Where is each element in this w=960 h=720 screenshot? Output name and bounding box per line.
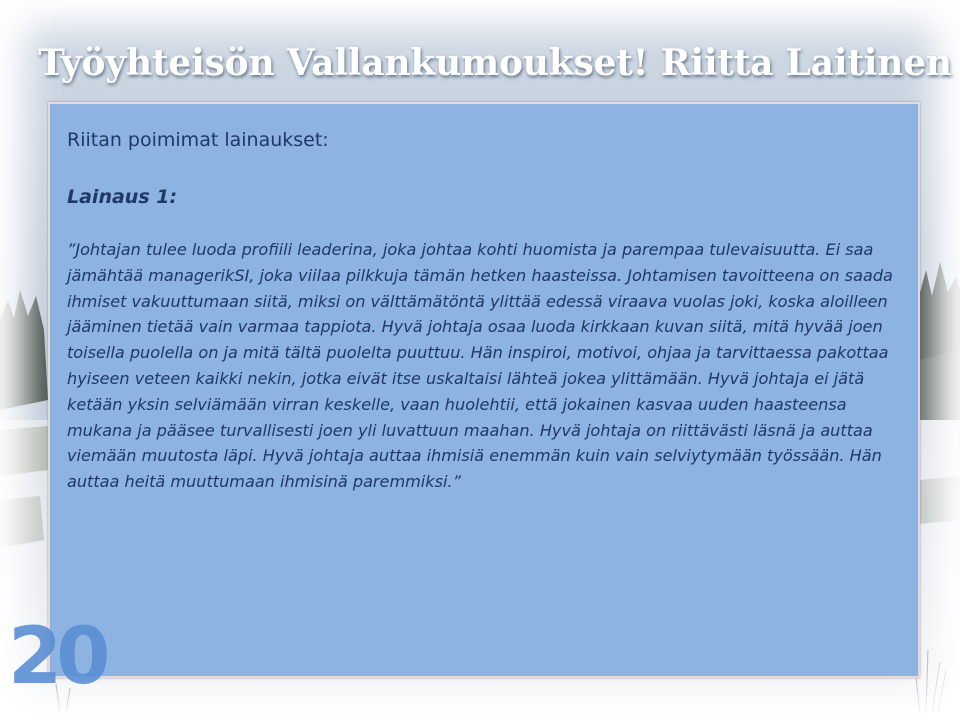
slide-title: Työyhteisön Vallankumoukset! Riitta Laitinen (38, 42, 952, 84)
page-number: 20 (8, 612, 105, 702)
quote-text: ”Johtajan tulee luoda profiili leaderina, joka johtaa kohti huomista ja parempaa tulevaisuutta. Ei saa jämähtää managerikSI, joka viilaa pilkkuja tämän hetken haasteissa. Johtamisen tavoitteena on saada ihmiset vakuuttumaan siitä, miksi on välttämätöntä ylittää edessä viraava vuolas joki, koska aloilleen jääminen tietää vain varmaa tappiota. Hyvä johtaja osaa luoda kirkkaan kuvan siitä, mitä hyvää joen toisella puolella on ja mitä tältä puolelta puuttuu. Hän inspiroi, motivoi, ohjaa ja tarvittaessa pakottaa hyiseen veteen kaikki nekin, jotka eivät itse uskaltaisi lähteä jokea ylittämään. Hyvä johtaja ei jätä ketään yksin selviämään virran keskelle, vaan huolehtii, että jokainen kasvaa uuden haasteensa mukana ja pääsee turvallisesti joen yli luvattuun maahan. Hyvä johtaja on riittävästi läsnä ja auttaa viemään muutosta läpi. Hyvä johtaja auttaa ihmisiä enemmän kuin vain selviytymään työssään. Hän auttaa heitä muuttumaan ihmisinä paremmiksi.” (67, 240, 893, 492)
quote-label: Lainaus 1: (67, 186, 178, 208)
section-heading: Riitan poimimat lainaukset: (67, 129, 329, 151)
content-panel (48, 102, 920, 678)
